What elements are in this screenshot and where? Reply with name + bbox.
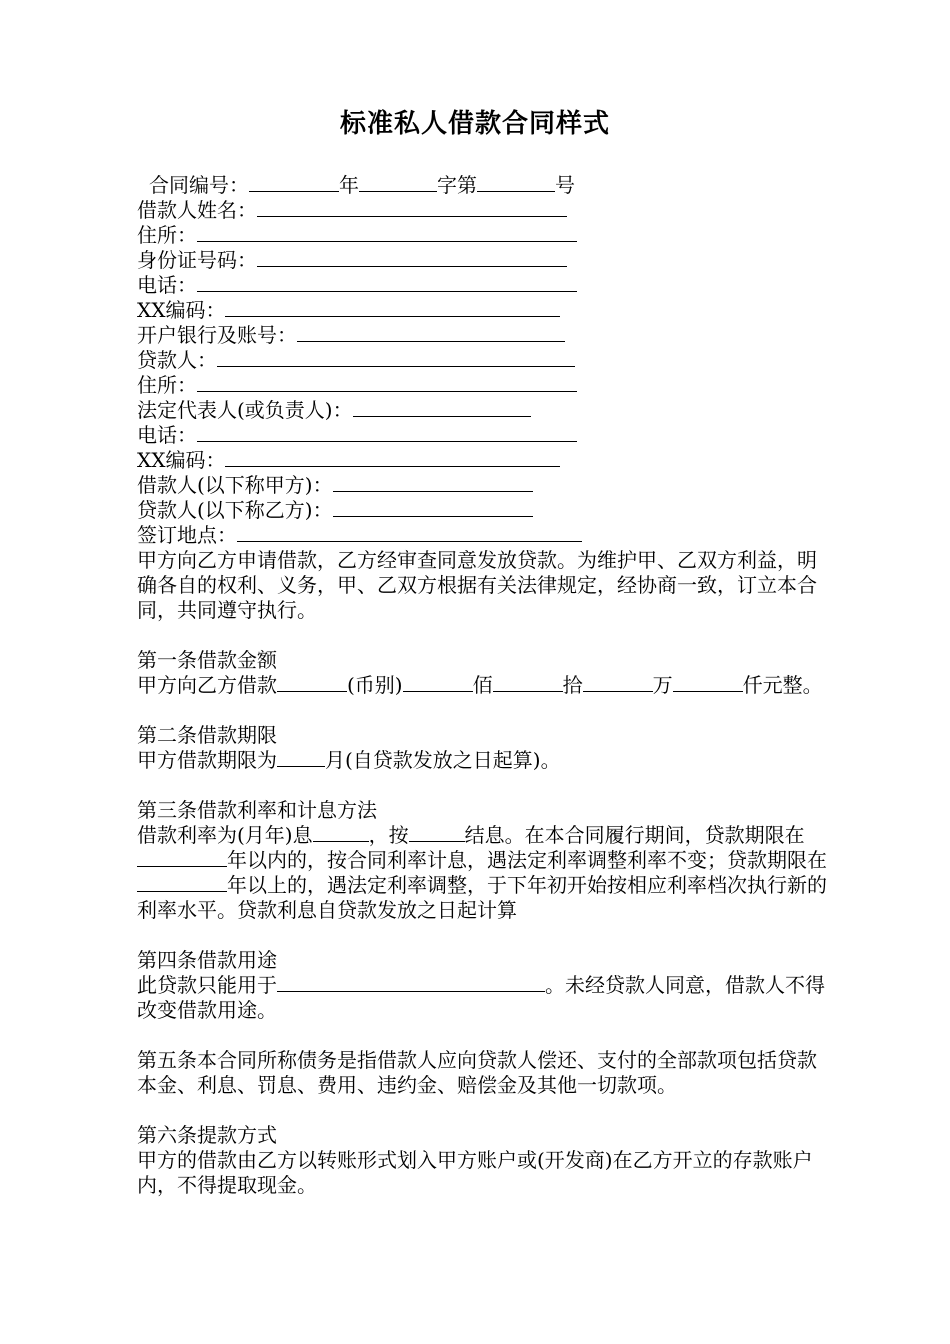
field-label: 住所： <box>137 223 197 247</box>
blank-line <box>297 323 565 342</box>
borrower-postcode-line <box>137 298 827 323</box>
article-6-text: 甲方的借款由乙方以转账形式划入甲方账户或(开发商)在乙方开立的存款账户内，不得提取现金。 <box>137 1148 813 1197</box>
blank-line <box>257 248 567 267</box>
blank-line <box>403 673 473 692</box>
field-label: 字第 <box>437 173 477 197</box>
blank-line <box>353 398 531 417</box>
field-label: 身份证号码： <box>137 248 257 272</box>
lender-address-line <box>137 373 827 398</box>
blank-line <box>225 298 560 317</box>
party-a-line <box>137 473 827 498</box>
field-label: 号 <box>555 173 575 197</box>
article-3-text: 借款利率为(月年)息 ，按 结息。在本合同履行期间，贷款期限在年以内的，按合同利率计息，遇法定利率调整利率不变；贷款期限在年以上的，遇法定利率调整，于下年初开始按相应利率档次执行新的利率水平。贷款利息自贷款发放之日起计算 <box>137 823 827 922</box>
article-3-heading: 第三条借款利率和计息方法 <box>137 798 377 822</box>
borrower-address-line <box>137 223 827 248</box>
blank-line <box>257 198 567 217</box>
article-2-heading: 第二条借款期限 <box>137 723 277 747</box>
contract-body <box>137 173 827 1198</box>
blank-line <box>197 423 577 442</box>
field-label: 贷款人： <box>137 348 217 372</box>
field-label: 合同编号： <box>149 173 249 197</box>
blank-line <box>225 448 560 467</box>
preamble: 甲方向乙方申请借款，乙方经审查同意发放贷款。为维护甲、乙双方利益，明确各自的权利、义务，甲、乙双方根据有关法律规定，经协商一致，订立本合同，共同遵守执行。 <box>137 548 817 622</box>
field-label: 借款人(以下称甲方)： <box>137 473 333 497</box>
blank-line <box>359 173 437 192</box>
blank-line <box>333 498 533 517</box>
document-title: 标准私人借款合同样式 <box>339 109 610 139</box>
field-label: 开户银行及账号： <box>137 323 297 347</box>
article-6-heading: 第六条提款方式 <box>137 1123 277 1147</box>
field-label: 法定代表人(或负责人)： <box>137 398 353 422</box>
field-label: XX编码： <box>137 298 226 322</box>
party-b-line <box>137 498 827 523</box>
legal-rep-line <box>137 398 827 423</box>
blank-line <box>277 973 545 992</box>
blank-line <box>197 223 577 242</box>
field-label: 签订地点： <box>137 523 237 547</box>
article-4-heading: 第四条借款用途 <box>137 948 277 972</box>
blank-line <box>277 748 325 767</box>
sign-place-line <box>137 523 827 548</box>
lender-line <box>137 348 827 373</box>
blank-line <box>673 673 743 692</box>
field-label: 借款人姓名： <box>137 198 257 222</box>
article-5-text: 第五条本合同所称债务是指借款人应向贷款人偿还、支付的全部款项包括贷款本金、利息、罚息、费用、违约金、赔偿金及其他一切款项。 <box>137 1048 817 1097</box>
blank-line <box>277 673 347 692</box>
bank-account-line <box>137 323 827 348</box>
blank-line <box>197 273 577 292</box>
article-1-text: 甲方向乙方借款 (币别) 佰 拾 万 仟元整。 <box>137 673 823 697</box>
blank-line <box>333 473 533 492</box>
field-label: 电话： <box>137 273 197 297</box>
blank-line <box>313 823 369 842</box>
blank-line <box>217 348 575 367</box>
field-label: XX编码： <box>137 448 226 472</box>
article-4-text: 此贷款只能用于 。未经贷款人同意，借款人不得改变借款用途。 <box>137 973 825 1022</box>
blank-line <box>137 848 227 867</box>
blank-line <box>583 673 653 692</box>
blank-line <box>237 523 582 542</box>
blank-line <box>409 823 465 842</box>
field-label: 电话： <box>137 423 197 447</box>
field-label: 住所： <box>137 373 197 397</box>
field-label: 贷款人(以下称乙方)： <box>137 498 333 522</box>
blank-line <box>137 873 227 892</box>
borrower-name-line <box>137 198 827 223</box>
blank-line <box>249 173 339 192</box>
article-2-text: 甲方借款期限为 月(自贷款发放之日起算)。 <box>137 748 561 772</box>
lender-postcode-line <box>137 448 827 473</box>
borrower-phone-line <box>137 273 827 298</box>
lender-phone-line <box>137 423 827 448</box>
article-1-heading: 第一条借款金额 <box>137 648 277 672</box>
field-label: 年 <box>339 173 359 197</box>
id-number-line <box>137 248 827 273</box>
contract-number-line <box>137 173 827 198</box>
blank-line <box>477 173 555 192</box>
blank-line <box>493 673 563 692</box>
blank-line <box>197 373 577 392</box>
